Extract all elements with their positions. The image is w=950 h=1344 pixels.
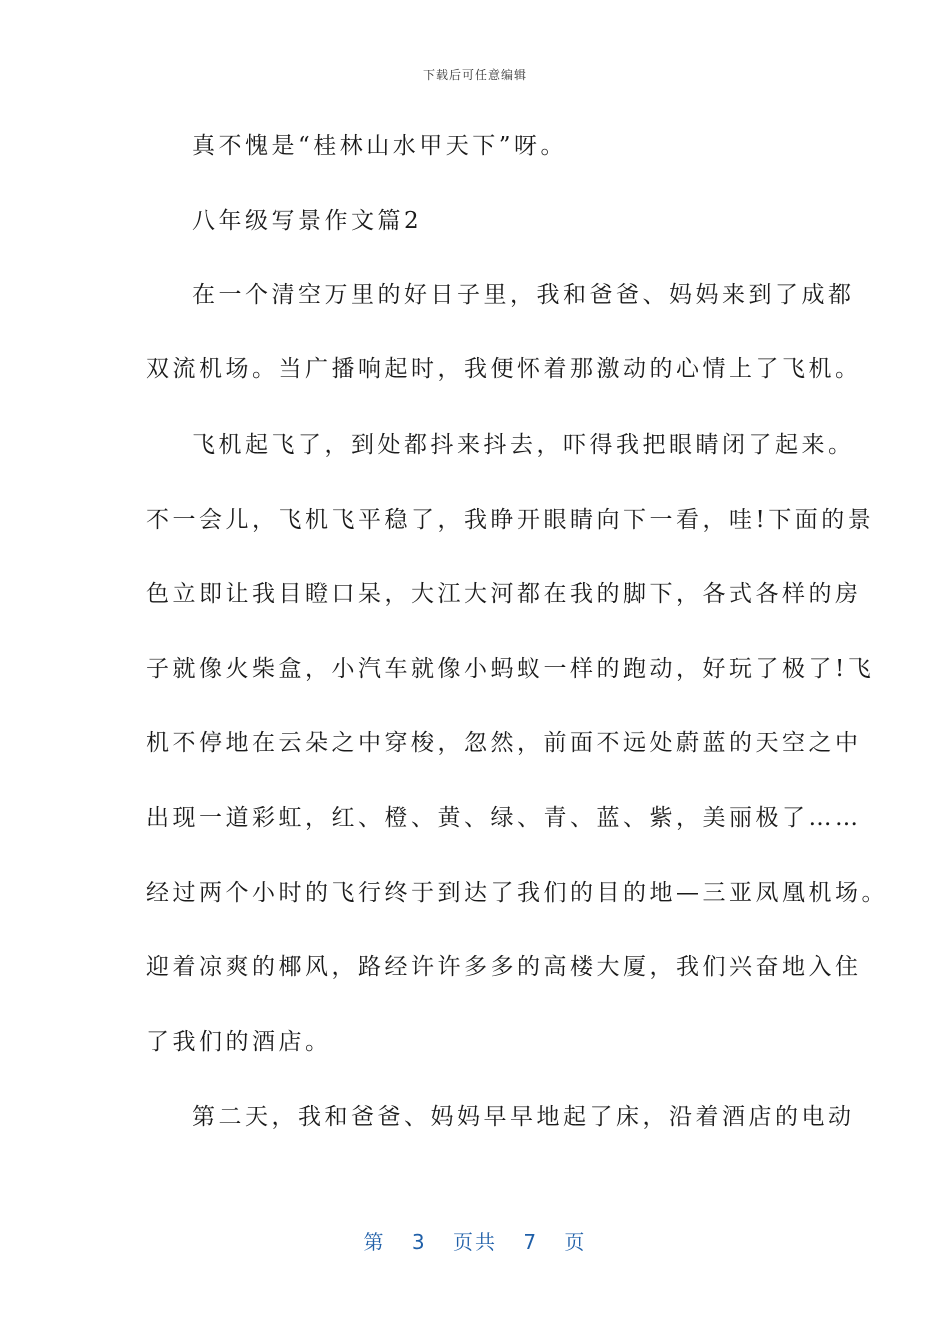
page-footer: 第 3 页共 7 页 bbox=[363, 1230, 587, 1254]
text-line-5: 飞机起飞了，到处都抖来抖去，吓得我把眼睛闭了起来。 bbox=[192, 432, 855, 458]
text-line-4: 双流机场。当广播响起时，我便怀着那激动的心情上了飞机。 bbox=[146, 356, 862, 382]
text-line-9: 机不停地在云朵之中穿梭，忽然，前面不远处蔚蓝的天空之中 bbox=[146, 730, 862, 756]
text-line-1: 真不愧是“桂林山水甲天下”呀。 bbox=[192, 133, 568, 159]
section-heading: 八年级写景作文篇2 bbox=[192, 208, 423, 234]
text-line-12: 迎着凉爽的椰风，路经许许多多的高楼大厦，我们兴奋地入住 bbox=[146, 954, 862, 980]
text-line-13: 了我们的酒店。 bbox=[146, 1029, 332, 1055]
text-line-3: 在一个清空万里的好日子里，我和爸爸、妈妈来到了成都 bbox=[192, 282, 855, 308]
text-line-14: 第二天，我和爸爸、妈妈早早地起了床，沿着酒店的电动 bbox=[192, 1104, 855, 1130]
text-line-8: 子就像火柴盒，小汽车就像小蚂蚁一样的跑动，好玩了极了!飞 bbox=[146, 656, 875, 682]
text-line-7: 色立即让我目瞪口呆，大江大河都在我的脚下，各式各样的房 bbox=[146, 581, 862, 607]
text-line-10: 出现一道彩虹，红、橙、黄、绿、青、蓝、紫，美丽极了…… bbox=[146, 805, 862, 831]
text-line-11: 经过两个小时的飞行终于到达了我们的目的地—三亚凤凰机场。 bbox=[146, 880, 888, 906]
page-header: 下载后可任意编辑 bbox=[422, 68, 527, 82]
text-line-6: 不一会儿，飞机飞平稳了，我睁开眼睛向下一看，哇!下面的景 bbox=[146, 507, 875, 533]
